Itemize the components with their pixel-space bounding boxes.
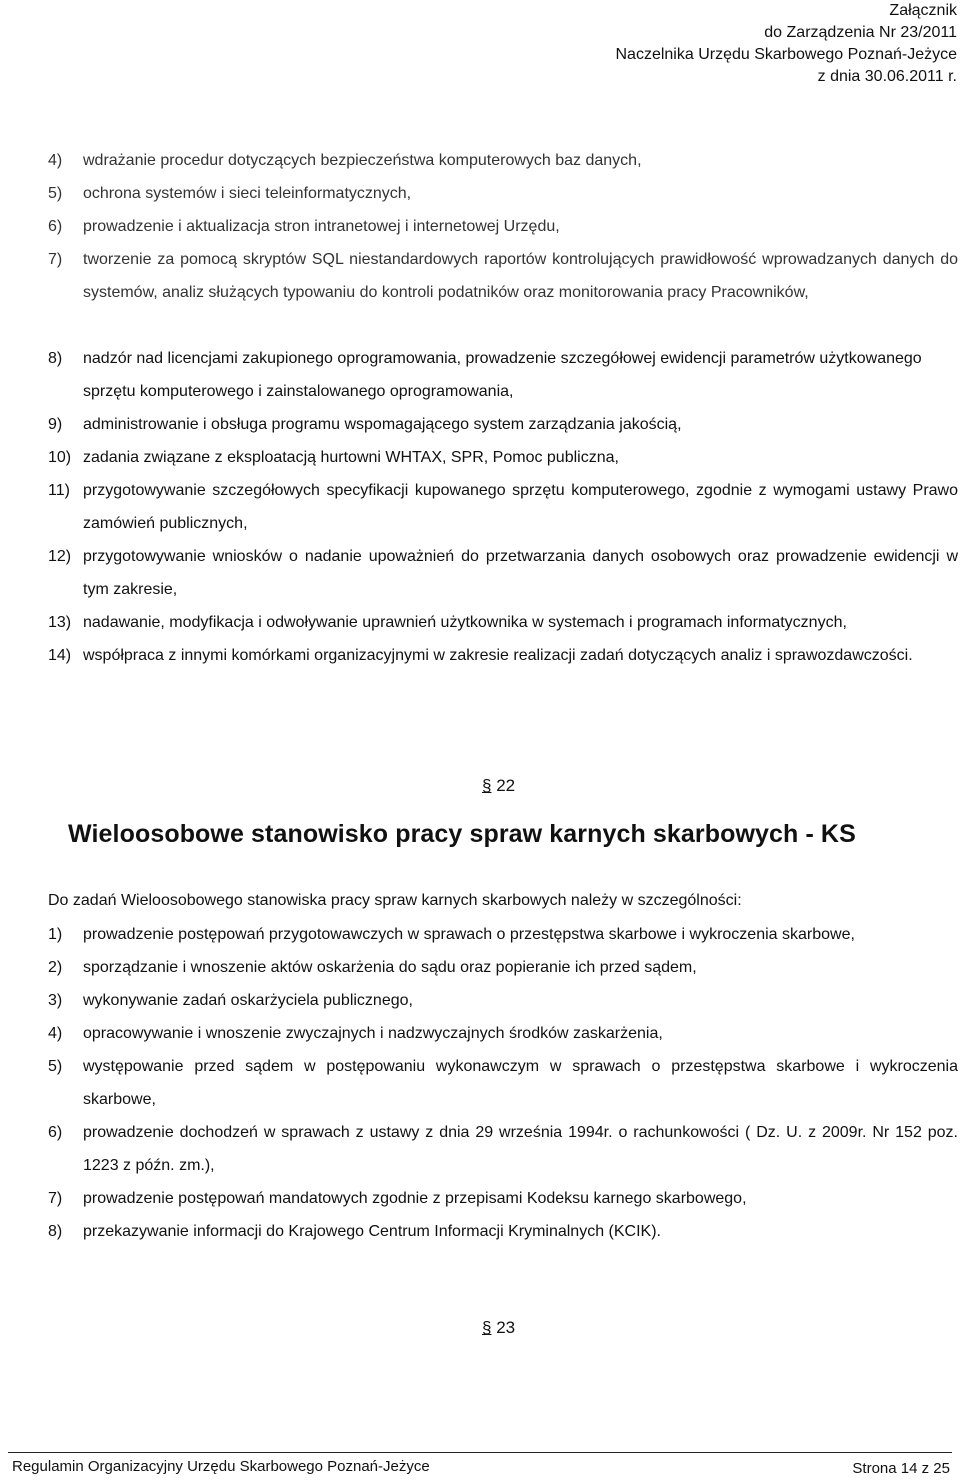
- footer-document-title: Regulamin Organizacyjny Urzędu Skarbowego Poznań-Jeżyce: [12, 1458, 430, 1475]
- list-item: 5) występowanie przed sądem w postępowaniu wykonawczym w sprawach o przestępstwa skarbowe i wykroczenia skarbowe,: [48, 1058, 958, 1108]
- header-line-3: Naczelnika Urzędu Skarbowego Poznań-Jeżyce: [615, 46, 957, 63]
- list-item: 4) wdrażanie procedur dotyczących bezpieczeństwa komputerowych baz danych,: [48, 152, 642, 169]
- header-line-2: do Zarządzenia Nr 23/2011: [764, 24, 957, 41]
- header-line-1: Załącznik: [889, 2, 957, 19]
- section-heading: Wieloosobowe stanowisko pracy spraw karnych skarbowych - KS: [68, 820, 856, 848]
- document-header: [615, 0, 957, 88]
- intro-text: Do zadań Wieloosobowego stanowiska pracy spraw karnych skarbowych należy w szczególności:: [48, 892, 742, 909]
- list-item: 3) wykonywanie zadań oskarżyciela publicznego,: [48, 992, 413, 1009]
- ks-duties-list: [48, 918, 958, 1248]
- section-23-mark: § 23: [482, 1318, 516, 1337]
- list-item: 5) ochrona systemów i sieci teleinformatycznych,: [48, 185, 412, 202]
- list-item: 4) opracowywanie i wnoszenie zwyczajnych i nadzwyczajnych środków zaskarżenia,: [48, 1025, 663, 1042]
- section-22-mark: § 22: [482, 776, 516, 795]
- footer-page-number: Strona 14 z 25: [852, 1460, 950, 1477]
- list-item: 8) nadzór nad licencjami zakupionego oprogramowania, prowadzenie szczegółowej ewidencji parametrów użytkowanego sprzętu komputerowego i zainstalowanego oprogramowania,: [48, 350, 922, 400]
- header-line-4: z dnia 30.06.2011 r.: [817, 68, 957, 85]
- list-item: 12) przygotowywanie wniosków o nadanie upoważnień do przetwarzania danych osobowych oraz prowadzenie ewidencji w tym zakresie,: [48, 548, 958, 598]
- list-item: 6) prowadzenie i aktualizacja stron intranetowej i internetowej Urzędu,: [48, 218, 560, 235]
- list-item: 7) prowadzenie postępowań mandatowych zgodnie z przepisami Kodeksu karnego skarbowego,: [48, 1190, 747, 1207]
- list-item: 2) sporządzanie i wnoszenie aktów oskarżenia do sądu oraz popieranie ich przed sądem,: [48, 959, 697, 976]
- list-item: 13) nadawanie, modyfikacja i odwoływanie uprawnień użytkownika w systemach i programach informatycznych,: [48, 614, 847, 631]
- duties-list-continued-2: [48, 342, 958, 672]
- list-item: 14) współpraca z innymi komórkami organizacyjnymi w zakresie realizacji zadań dotyczących analiz i sprawozdawczości.: [48, 647, 913, 664]
- list-item: 1) prowadzenie postępowań przygotowawczych w sprawach o przestępstwa skarbowe i wykroczenia skarbowe,: [48, 926, 855, 943]
- list-item: 6) prowadzenie dochodzeń w sprawach z ustawy z dnia 29 września 1994r. o rachunkowości ( Dz. U. z 2009r. Nr 152 poz. 1223 z późn. zm.),: [48, 1124, 958, 1174]
- list-item: 10) zadania związane z eksploatacją hurtowni WHTAX, SPR, Pomoc publiczna,: [48, 449, 619, 466]
- list-item: 9) administrowanie i obsługa programu wspomagającego system zarządzania jakością,: [48, 416, 682, 433]
- footer-divider: [8, 1452, 952, 1453]
- list-item: 11) przygotowywanie szczegółowych specyfikacji kupowanego sprzętu komputerowego, zgodnie z wymogami ustawy Prawo zamówień publicznych,: [48, 482, 958, 532]
- list-item: 7) tworzenie za pomocą skryptów SQL niestandardowych raportów kontrolujących prawidłowość wprowadzanych danych do systemów, analiz służących typowaniu do kontroli podatników oraz monitorowania pracy Pracowników,: [48, 251, 958, 301]
- duties-list-continued: [48, 144, 958, 309]
- list-item: 8) przekazywanie informacji do Krajowego Centrum Informacji Kryminalnych (KCIK).: [48, 1223, 661, 1240]
